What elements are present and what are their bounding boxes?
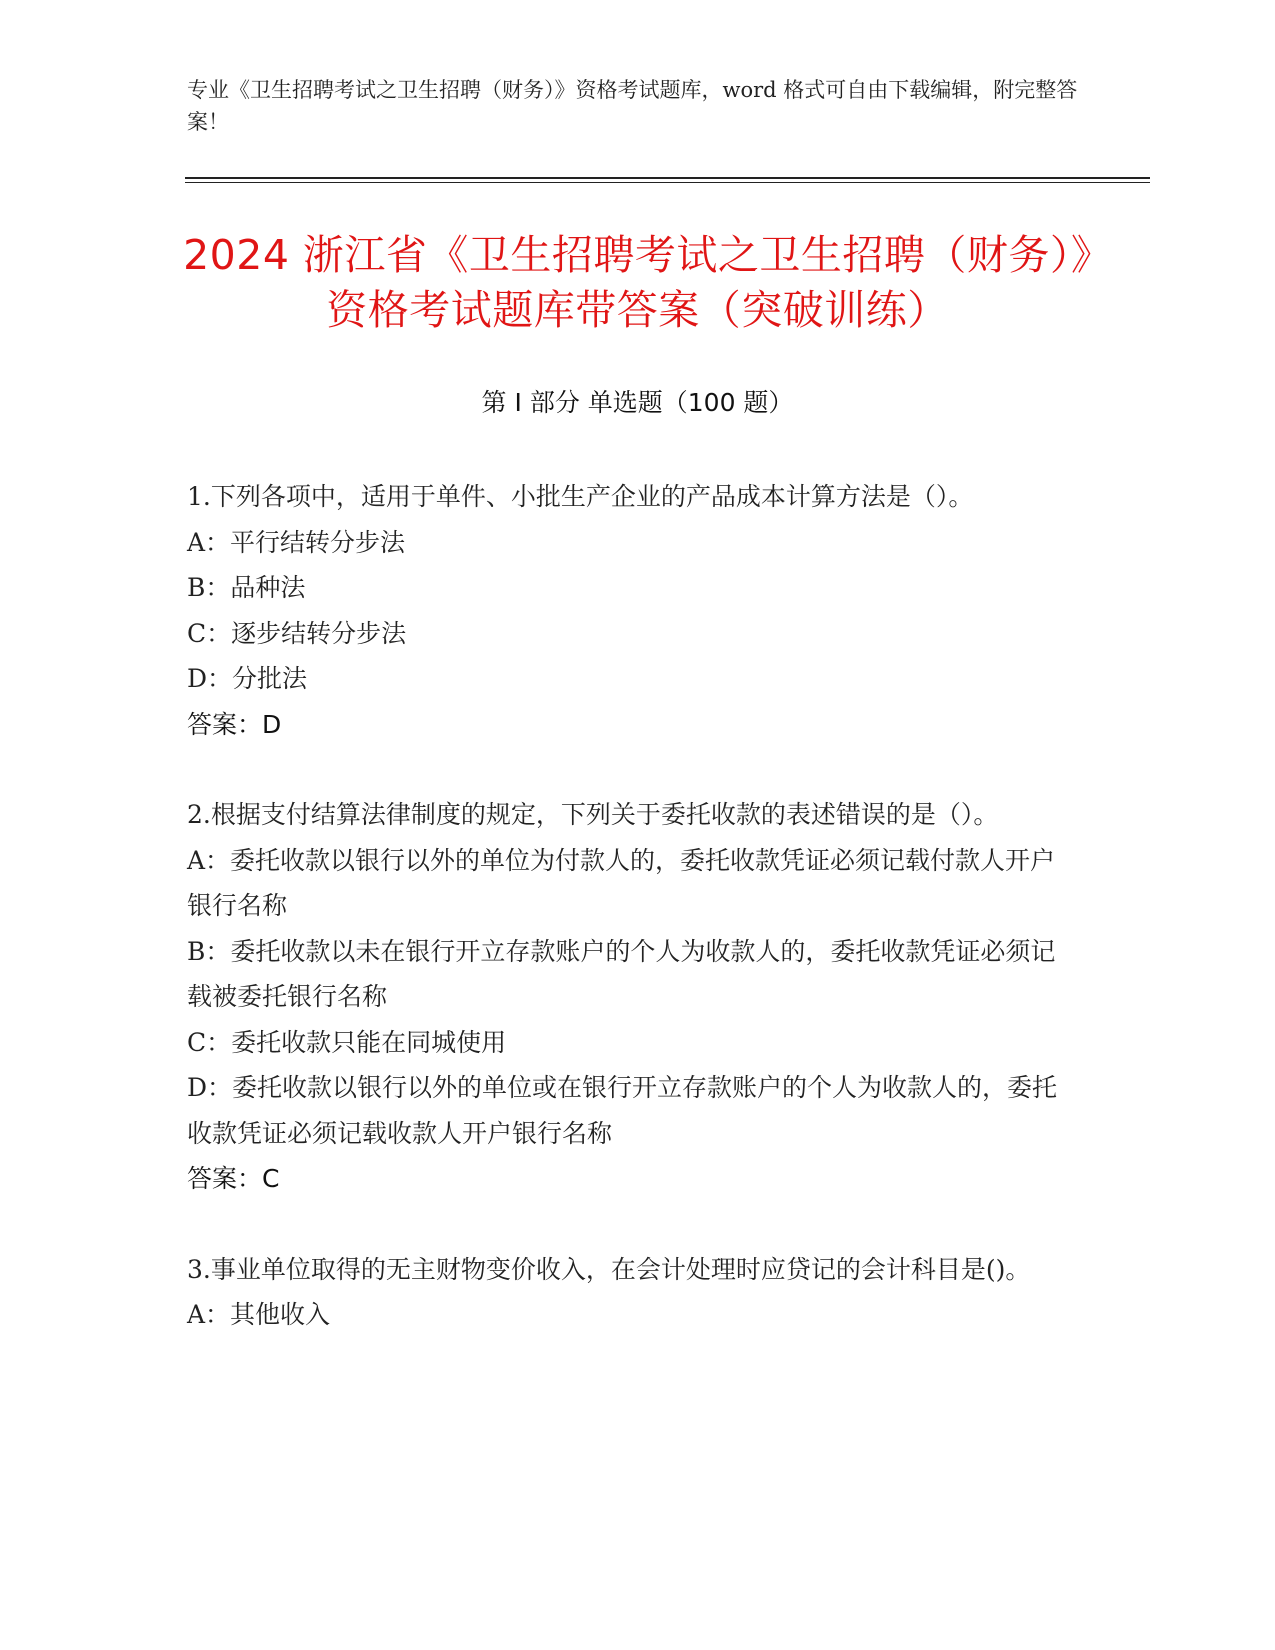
question-stem: 2.根据支付结算法律制度的规定，下列关于委托收款的表述错误的是（）。 [187, 800, 999, 829]
option-c: C：逐步结转分步法 [187, 618, 407, 648]
header-divider [185, 177, 1150, 179]
option-b: B：品种法 [187, 573, 306, 602]
question-list [187, 474, 1077, 1338]
option-b: B：委托收款以未在银行开立存款账户的个人为收款人的，委托收款凭证必须记载被委托银行名称 [187, 936, 1056, 1011]
question-stem: 1.下列各项中，适用于单件、小批生产企业的产品成本计算方法是（）。 [187, 482, 974, 511]
option-a: A：委托收款以银行以外的单位为付款人的，委托收款凭证必须记载付款人开户银行名称 [187, 845, 1056, 920]
section-heading: 第 I 部分 单选题（100 题） [481, 388, 794, 417]
question-1 [187, 474, 1077, 747]
question-stem: 3.事业单位取得的无主财物变价收入，在会计处理时应贷记的会计科目是()。 [187, 1254, 1031, 1284]
option-c: C：委托收款只能在同城使用 [187, 1027, 507, 1057]
option-a: A：平行结转分步法 [187, 527, 406, 557]
header-divider-thin [185, 182, 1150, 183]
question-3 [187, 1247, 1077, 1338]
document-title: 2024 浙江省《卫生招聘考试之卫生招聘（财务）》资格考试题库带答案（突破训练） [183, 231, 1092, 334]
header-note: 专业《卫生招聘考试之卫生招聘（财务）》资格考试题库，word 格式可自由下载编辑，附完整答案！ [187, 78, 1078, 134]
option-d: D：委托收款以银行以外的单位或在银行开立存款账户的个人为收款人的，委托收款凭证必须记载收款人开户银行名称 [187, 1073, 1058, 1148]
question-2 [187, 792, 1077, 1202]
answer-line: 答案：C [187, 1164, 280, 1193]
answer-line: 答案：D [187, 709, 282, 739]
option-a: A：其他收入 [187, 1300, 331, 1329]
option-d: D：分批法 [187, 664, 308, 693]
